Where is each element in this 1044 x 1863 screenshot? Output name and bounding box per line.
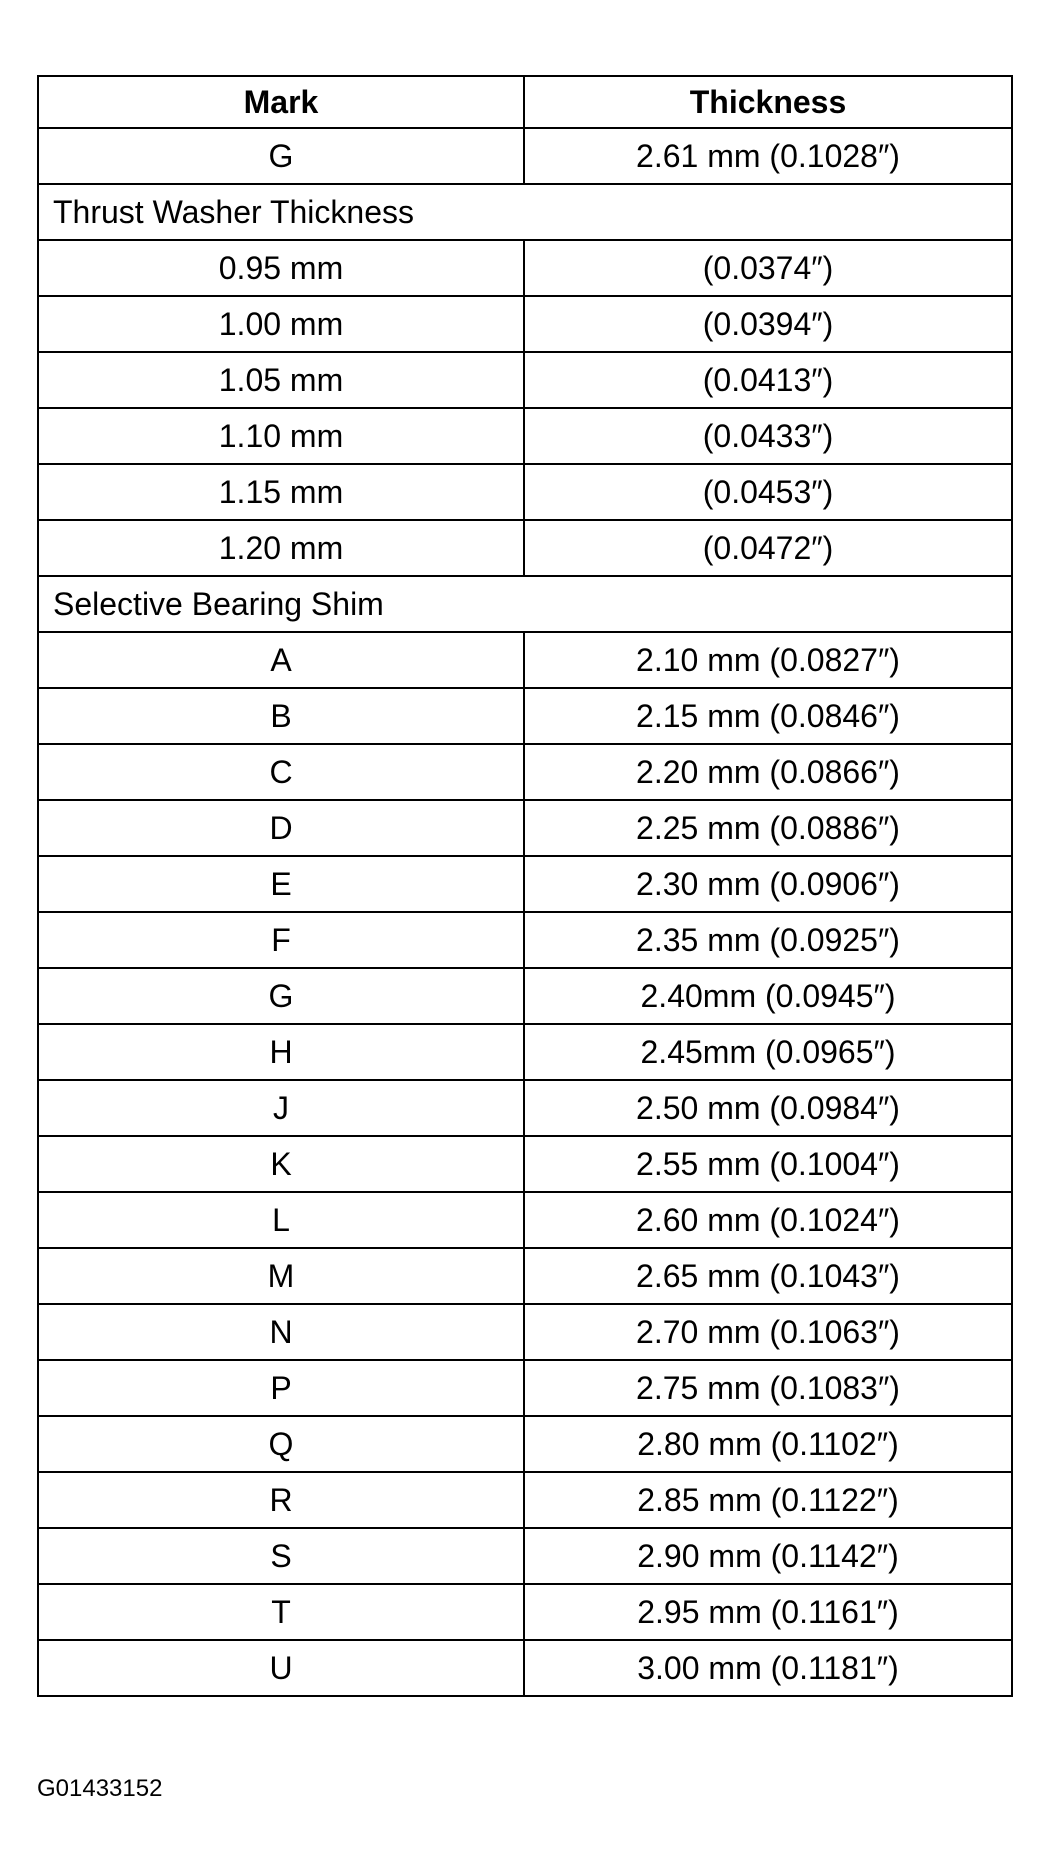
- mark-cell: N: [38, 1304, 524, 1360]
- table-body: [38, 128, 1012, 1696]
- mark-cell: 1.15 mm: [38, 464, 524, 520]
- thickness-cell: 3.00 mm (0.1181″): [524, 1640, 1012, 1696]
- mark-cell: 1.00 mm: [38, 296, 524, 352]
- table-row: [38, 1304, 1012, 1360]
- header-row: [38, 76, 1012, 128]
- table-row: [38, 1416, 1012, 1472]
- mark-cell: Q: [38, 1416, 524, 1472]
- table-row: [38, 1080, 1012, 1136]
- thickness-cell: 2.15 mm (0.0846″): [524, 688, 1012, 744]
- table-row: [38, 408, 1012, 464]
- thickness-cell: 2.30 mm (0.0906″): [524, 856, 1012, 912]
- figure-id: G01433152: [37, 1775, 163, 1802]
- table-row: [38, 520, 1012, 576]
- thickness-cell: 2.70 mm (0.1063″): [524, 1304, 1012, 1360]
- thickness-cell: (0.0433″): [524, 408, 1012, 464]
- table-row: [38, 1472, 1012, 1528]
- mark-cell: P: [38, 1360, 524, 1416]
- mark-cell: D: [38, 800, 524, 856]
- thickness-cell: 2.50 mm (0.0984″): [524, 1080, 1012, 1136]
- thickness-cell: 2.75 mm (0.1083″): [524, 1360, 1012, 1416]
- table-row: [38, 1360, 1012, 1416]
- mark-cell: H: [38, 1024, 524, 1080]
- mark-cell: 1.20 mm: [38, 520, 524, 576]
- mark-cell: F: [38, 912, 524, 968]
- thickness-cell: 2.35 mm (0.0925″): [524, 912, 1012, 968]
- table-row: [38, 912, 1012, 968]
- mark-cell: M: [38, 1248, 524, 1304]
- section-title-thrust-washer: Thrust Washer Thickness: [38, 184, 1012, 240]
- mark-cell: A: [38, 632, 524, 688]
- mark-cell: K: [38, 1136, 524, 1192]
- thickness-cell: 2.65 mm (0.1043″): [524, 1248, 1012, 1304]
- section-title-bearing-shim: Selective Bearing Shim: [38, 576, 1012, 632]
- thickness-cell: 2.40mm (0.0945″): [524, 968, 1012, 1024]
- table-row: [38, 352, 1012, 408]
- mark-cell: U: [38, 1640, 524, 1696]
- table-row: [38, 1640, 1012, 1696]
- header-thickness: Thickness: [524, 76, 1012, 128]
- thickness-cell: 2.95 mm (0.1161″): [524, 1584, 1012, 1640]
- table-row: [38, 856, 1012, 912]
- thickness-cell: (0.0413″): [524, 352, 1012, 408]
- mark-cell: 1.05 mm: [38, 352, 524, 408]
- thickness-cell: 2.85 mm (0.1122″): [524, 1472, 1012, 1528]
- thickness-cell: (0.0394″): [524, 296, 1012, 352]
- table-row: [38, 744, 1012, 800]
- mark-cell: B: [38, 688, 524, 744]
- thickness-cell: (0.0472″): [524, 520, 1012, 576]
- table-row: [38, 632, 1012, 688]
- spec-table: [37, 75, 1013, 1697]
- table-row: [38, 1528, 1012, 1584]
- table-row: [38, 1192, 1012, 1248]
- mark-cell: G: [38, 968, 524, 1024]
- mark-cell: 1.10 mm: [38, 408, 524, 464]
- mark-cell: L: [38, 1192, 524, 1248]
- table-row: [38, 968, 1012, 1024]
- thickness-cell: 2.25 mm (0.0886″): [524, 800, 1012, 856]
- table-row: [38, 1024, 1012, 1080]
- table-row: [38, 1584, 1012, 1640]
- section-row-thrust-washer: [38, 184, 1012, 240]
- table-row: [38, 1248, 1012, 1304]
- thickness-cell: 2.90 mm (0.1142″): [524, 1528, 1012, 1584]
- table-row: [38, 240, 1012, 296]
- mark-cell: S: [38, 1528, 524, 1584]
- header-mark: Mark: [38, 76, 524, 128]
- mark-cell: E: [38, 856, 524, 912]
- thickness-cell: 2.80 mm (0.1102″): [524, 1416, 1012, 1472]
- thickness-cell: 2.55 mm (0.1004″): [524, 1136, 1012, 1192]
- table-row: [38, 1136, 1012, 1192]
- mark-cell: 0.95 mm: [38, 240, 524, 296]
- thickness-cell: 2.60 mm (0.1024″): [524, 1192, 1012, 1248]
- mark-cell: R: [38, 1472, 524, 1528]
- table-row: [38, 128, 1012, 184]
- mark-cell: G: [38, 128, 524, 184]
- table-row: [38, 688, 1012, 744]
- thickness-cell: 2.20 mm (0.0866″): [524, 744, 1012, 800]
- thickness-cell: (0.0453″): [524, 464, 1012, 520]
- table-row: [38, 800, 1012, 856]
- mark-cell: C: [38, 744, 524, 800]
- table-row: [38, 296, 1012, 352]
- section-row-bearing-shim: [38, 576, 1012, 632]
- thickness-cell: 2.61 mm (0.1028″): [524, 128, 1012, 184]
- mark-cell: J: [38, 1080, 524, 1136]
- mark-cell: T: [38, 1584, 524, 1640]
- thickness-cell: (0.0374″): [524, 240, 1012, 296]
- table-row: [38, 464, 1012, 520]
- thickness-cell: 2.10 mm (0.0827″): [524, 632, 1012, 688]
- thickness-cell: 2.45mm (0.0965″): [524, 1024, 1012, 1080]
